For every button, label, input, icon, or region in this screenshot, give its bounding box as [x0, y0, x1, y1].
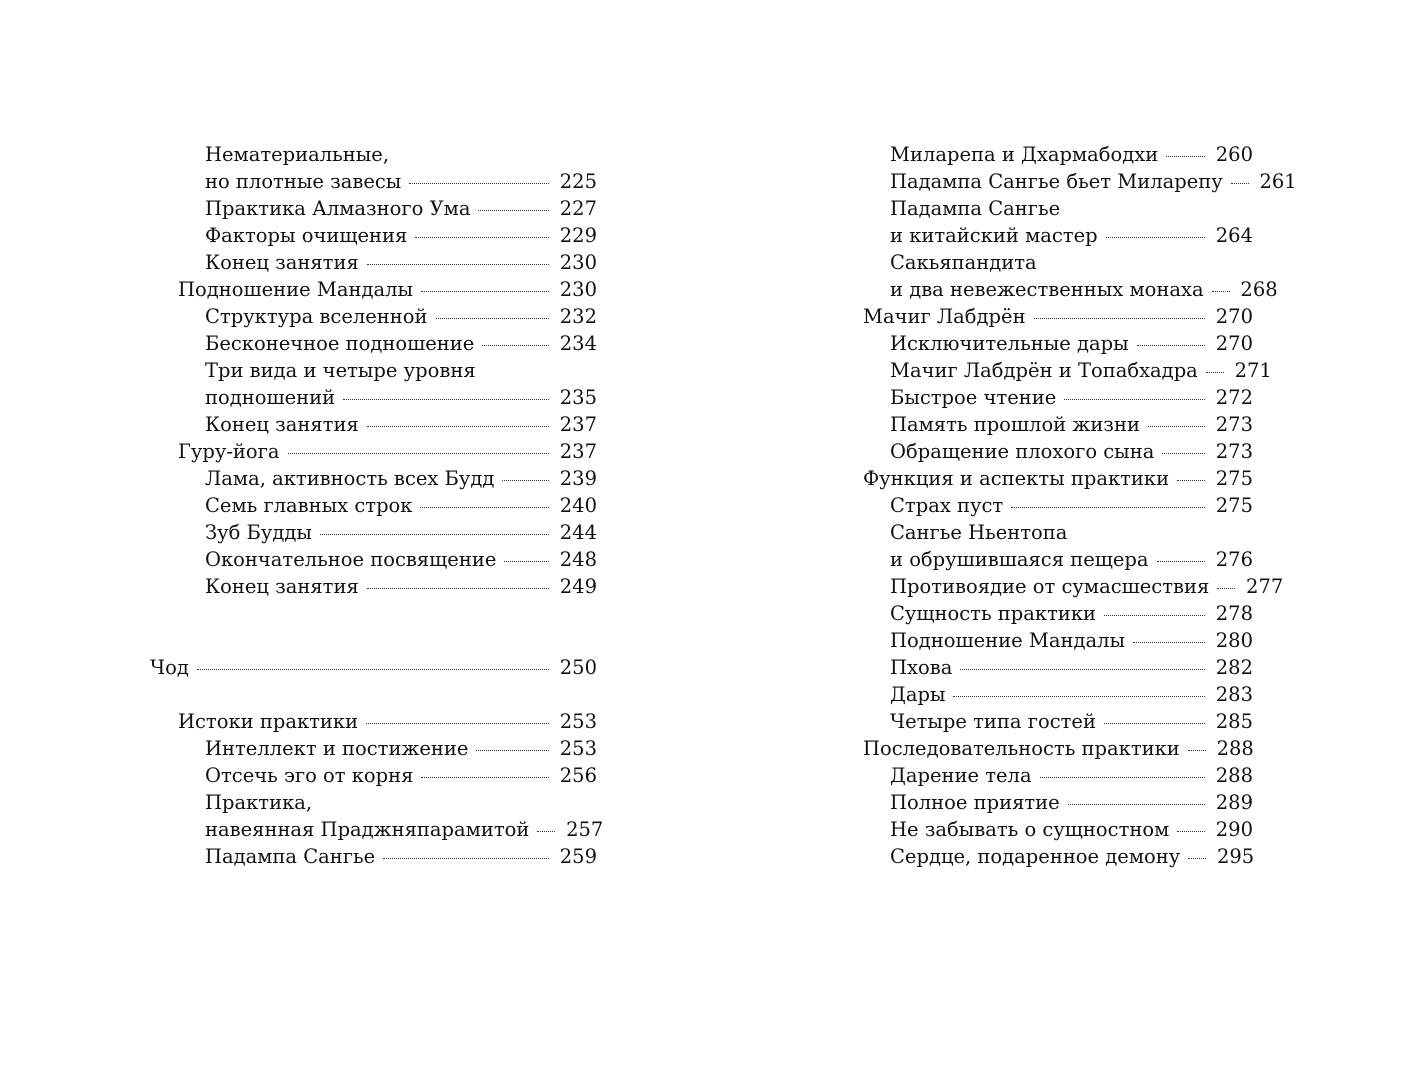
dot-leader — [320, 534, 549, 535]
toc-entry-title: Конец занятия — [205, 575, 359, 598]
toc-entry-title: Память прошлой жизни — [890, 413, 1140, 436]
toc-page-number: 272 — [1215, 386, 1253, 409]
toc-entry — [835, 249, 1253, 276]
toc-entry — [150, 438, 597, 465]
toc-spacer — [150, 600, 597, 654]
toc-entry — [835, 654, 1253, 681]
toc-entry — [150, 708, 597, 735]
toc-page-number: 283 — [1215, 683, 1253, 706]
toc-entry — [835, 330, 1253, 357]
toc-page-number: 289 — [1215, 791, 1253, 814]
dot-leader — [367, 426, 549, 427]
toc-entry — [150, 330, 597, 357]
toc-entry-title: Конец занятия — [205, 413, 359, 436]
dot-leader — [1177, 480, 1205, 481]
dot-leader — [288, 453, 549, 454]
toc-entry — [150, 222, 597, 249]
toc-entry-title: Полное приятие — [890, 791, 1060, 814]
dot-leader — [1104, 723, 1205, 724]
toc-entry — [150, 789, 597, 816]
dot-leader — [1137, 345, 1205, 346]
toc-entry — [835, 357, 1272, 384]
toc-page-number: 282 — [1215, 656, 1253, 679]
toc-page-number: 259 — [559, 845, 597, 868]
toc-entry-title: но плотные завесы — [205, 170, 402, 193]
toc-page-number: 256 — [559, 764, 597, 787]
toc-page-number: 229 — [559, 224, 597, 247]
toc-entry — [835, 438, 1253, 465]
toc-left-column — [150, 141, 604, 870]
dot-leader — [409, 183, 549, 184]
dot-leader — [1064, 399, 1205, 400]
toc-entry-title: Сердце, подаренное демону — [890, 845, 1181, 868]
toc-entry — [150, 519, 597, 546]
toc-page-number: 260 — [1215, 143, 1253, 166]
dot-leader — [960, 669, 1205, 670]
toc-entry-title: Сущность практики — [890, 602, 1097, 625]
toc-entry — [150, 762, 597, 789]
toc-entry-title: Сангье Ньентопа — [890, 521, 1068, 544]
toc-entry — [150, 384, 597, 411]
dot-leader — [383, 858, 549, 859]
toc-page-number: 271 — [1234, 359, 1272, 382]
toc-page-number: 257 — [566, 818, 604, 841]
toc-entry-title: Отсечь эго от корня — [205, 764, 414, 787]
toc-entry-title: Сакьяпандита — [890, 251, 1037, 274]
toc-entry — [835, 600, 1253, 627]
toc-entry-title: и китайский мастер — [890, 224, 1098, 247]
toc-page-number: 277 — [1246, 575, 1284, 598]
toc-entry-title: Факторы очищения — [205, 224, 408, 247]
toc-entry-title: Интеллект и постижение — [205, 737, 469, 760]
dot-leader — [476, 750, 549, 751]
toc-entry — [150, 168, 597, 195]
toc-entry — [150, 141, 597, 168]
dot-leader — [367, 264, 549, 265]
toc-entry — [835, 735, 1253, 762]
toc-page-number: 261 — [1259, 170, 1297, 193]
dot-leader — [1133, 642, 1205, 643]
dot-leader — [502, 480, 549, 481]
toc-entry — [835, 276, 1278, 303]
toc-entry-title: Миларепа и Дхармабодхи — [890, 143, 1159, 166]
toc-entry-title: Нематериальные, — [205, 143, 390, 166]
toc-entry-title: Не забывать о сущностном — [890, 818, 1170, 841]
toc-entry-title: Бесконечное подношение — [205, 332, 475, 355]
toc-entry-title: Дарение тела — [890, 764, 1032, 787]
toc-page-number: 253 — [559, 710, 597, 733]
dot-leader — [421, 777, 549, 778]
dot-leader — [436, 318, 549, 319]
toc-entry-title: Истоки практики — [178, 710, 359, 733]
toc-entry — [835, 492, 1253, 519]
toc-entry-title: Гуру-йога — [178, 440, 280, 463]
toc-entry-title: Противоядие от сумасшествия — [890, 575, 1210, 598]
toc-page-number: 280 — [1215, 629, 1253, 652]
toc-page-number: 273 — [1215, 440, 1253, 463]
toc-entry-title: Конец занятия — [205, 251, 359, 274]
toc-entry-title: подношений — [205, 386, 336, 409]
toc-entry — [150, 816, 604, 843]
toc-entry — [835, 789, 1253, 816]
toc-entry — [150, 654, 597, 681]
dot-leader — [420, 507, 549, 508]
dot-leader — [504, 561, 549, 562]
toc-entry — [150, 276, 597, 303]
dot-leader — [1188, 750, 1206, 751]
toc-entry-title: Мачиг Лабдрён — [863, 305, 1026, 328]
toc-entry — [150, 195, 597, 222]
dot-leader — [1166, 156, 1205, 157]
dot-leader — [343, 399, 549, 400]
toc-entry-title: Лама, активность всех Будд — [205, 467, 495, 490]
toc-entry-title: Подношение Мандалы — [178, 278, 414, 301]
dot-leader — [1217, 588, 1235, 589]
toc-entry-title: Чод — [150, 656, 189, 679]
dot-leader — [953, 696, 1205, 697]
toc-entry — [835, 627, 1253, 654]
toc-entry — [835, 222, 1253, 249]
toc-page-number: 250 — [559, 656, 597, 679]
toc-page-number: 270 — [1215, 305, 1253, 328]
dot-leader — [415, 237, 549, 238]
toc-page-number: 264 — [1215, 224, 1253, 247]
toc-entry-title: и два невежественных монаха — [890, 278, 1204, 301]
toc-entry — [150, 465, 597, 492]
toc-entry — [835, 519, 1253, 546]
dot-leader — [367, 588, 549, 589]
toc-entry — [835, 708, 1253, 735]
toc-entry-title: Пхова — [890, 656, 953, 679]
toc-entry — [150, 411, 597, 438]
dot-leader — [1106, 237, 1205, 238]
toc-entry — [835, 195, 1253, 222]
dot-leader — [1212, 291, 1230, 292]
toc-entry-title: Семь главных строк — [205, 494, 413, 517]
dot-leader — [1177, 831, 1205, 832]
toc-entry — [835, 681, 1253, 708]
toc-entry — [835, 141, 1253, 168]
toc-entry-title: Три вида и четыре уровня — [205, 359, 476, 382]
toc-entry — [150, 249, 597, 276]
toc-page-number: 240 — [559, 494, 597, 517]
dot-leader — [1231, 183, 1249, 184]
toc-entry — [835, 411, 1253, 438]
dot-leader — [1148, 426, 1205, 427]
toc-page-number: 234 — [559, 332, 597, 355]
toc-entry-title: Дары — [890, 683, 946, 706]
toc-entry-title: Четыре типа гостей — [890, 710, 1096, 733]
toc-entry — [835, 303, 1253, 330]
toc-entry — [835, 816, 1253, 843]
dot-leader — [1162, 453, 1205, 454]
toc-entry — [150, 546, 597, 573]
toc-entry — [150, 492, 597, 519]
dot-leader — [1188, 858, 1206, 859]
toc-spacer — [150, 681, 597, 708]
right-page — [702, 0, 1404, 1080]
toc-entry-title: Функция и аспекты практики — [863, 467, 1170, 490]
dot-leader — [197, 669, 549, 670]
dot-leader — [1157, 561, 1205, 562]
toc-page-number: 244 — [559, 521, 597, 544]
dot-leader — [478, 210, 549, 211]
toc-page-number: 239 — [559, 467, 597, 490]
toc-entry-title: Падампа Сангье — [205, 845, 376, 868]
toc-page-number: 276 — [1215, 548, 1253, 571]
dot-leader — [1206, 372, 1224, 373]
toc-right-column — [835, 141, 1297, 870]
toc-page-number: 290 — [1215, 818, 1253, 841]
dot-leader — [482, 345, 549, 346]
toc-entry — [150, 735, 597, 762]
dot-leader — [366, 723, 549, 724]
dot-leader — [421, 291, 549, 292]
toc-page-number: 288 — [1215, 764, 1253, 787]
toc-page-number: 225 — [559, 170, 597, 193]
toc-entry — [150, 357, 597, 384]
toc-page-number: 275 — [1215, 467, 1253, 490]
toc-page-number: 268 — [1240, 278, 1278, 301]
toc-entry-title: и обрушившаяся пещера — [890, 548, 1149, 571]
toc-entry-title: Зуб Будды — [205, 521, 312, 544]
toc-page-number: 288 — [1216, 737, 1254, 760]
toc-entry-title: Структура вселенной — [205, 305, 428, 328]
toc-page-number: 253 — [559, 737, 597, 760]
toc-page-number: 295 — [1216, 845, 1255, 868]
toc-page-number: 230 — [559, 251, 597, 274]
toc-entry-title: Практика, — [205, 791, 313, 814]
toc-entry — [835, 843, 1253, 870]
toc-entry — [835, 762, 1253, 789]
toc-page-number: 278 — [1215, 602, 1253, 625]
toc-page-number: 237 — [559, 440, 597, 463]
toc-entry — [835, 573, 1284, 600]
toc-page-number: 232 — [559, 305, 597, 328]
toc-page-number: 237 — [559, 413, 597, 436]
toc-entry-title: Исключительные дары — [890, 332, 1129, 355]
dot-leader — [1040, 777, 1205, 778]
toc-entry — [835, 465, 1253, 492]
dot-leader — [1104, 615, 1205, 616]
toc-page-number: 235 — [559, 386, 597, 409]
toc-entry-title: Подношение Мандалы — [890, 629, 1126, 652]
toc-page-number: 285 — [1215, 710, 1253, 733]
toc-entry-title: Быстрое чтение — [890, 386, 1057, 409]
toc-entry — [150, 303, 597, 330]
toc-entry — [150, 573, 597, 600]
toc-page-number: 230 — [559, 278, 597, 301]
toc-entry — [835, 546, 1253, 573]
toc-page-number: 227 — [559, 197, 597, 220]
toc-entry-title: навеянная Праджняпарамитой — [205, 818, 530, 841]
toc-entry-title: Мачиг Лабдрён и Топабхадра — [890, 359, 1198, 382]
toc-page-number: 270 — [1215, 332, 1253, 355]
dot-leader — [1068, 804, 1205, 805]
toc-entry — [835, 168, 1297, 195]
toc-entry-title: Последовательность практики — [863, 737, 1180, 760]
toc-entry-title: Страх пуст — [890, 494, 1004, 517]
toc-entry — [835, 384, 1253, 411]
dot-leader — [1011, 507, 1205, 508]
toc-page-number: 273 — [1215, 413, 1253, 436]
toc-entry-title: Окончательное посвящение — [205, 548, 497, 571]
toc-page-number: 275 — [1215, 494, 1253, 517]
toc-entry — [150, 843, 597, 870]
toc-page-number: 248 — [559, 548, 597, 571]
toc-entry-title: Падампа Сангье бьет Миларепу — [890, 170, 1223, 193]
toc-entry-title: Практика Алмазного Ума — [205, 197, 471, 220]
dot-leader — [1034, 318, 1205, 319]
toc-page-number: 249 — [559, 575, 597, 598]
toc-entry-title: Падампа Сангье — [890, 197, 1061, 220]
toc-entry-title: Обращение плохого сына — [890, 440, 1155, 463]
dot-leader — [537, 831, 555, 832]
